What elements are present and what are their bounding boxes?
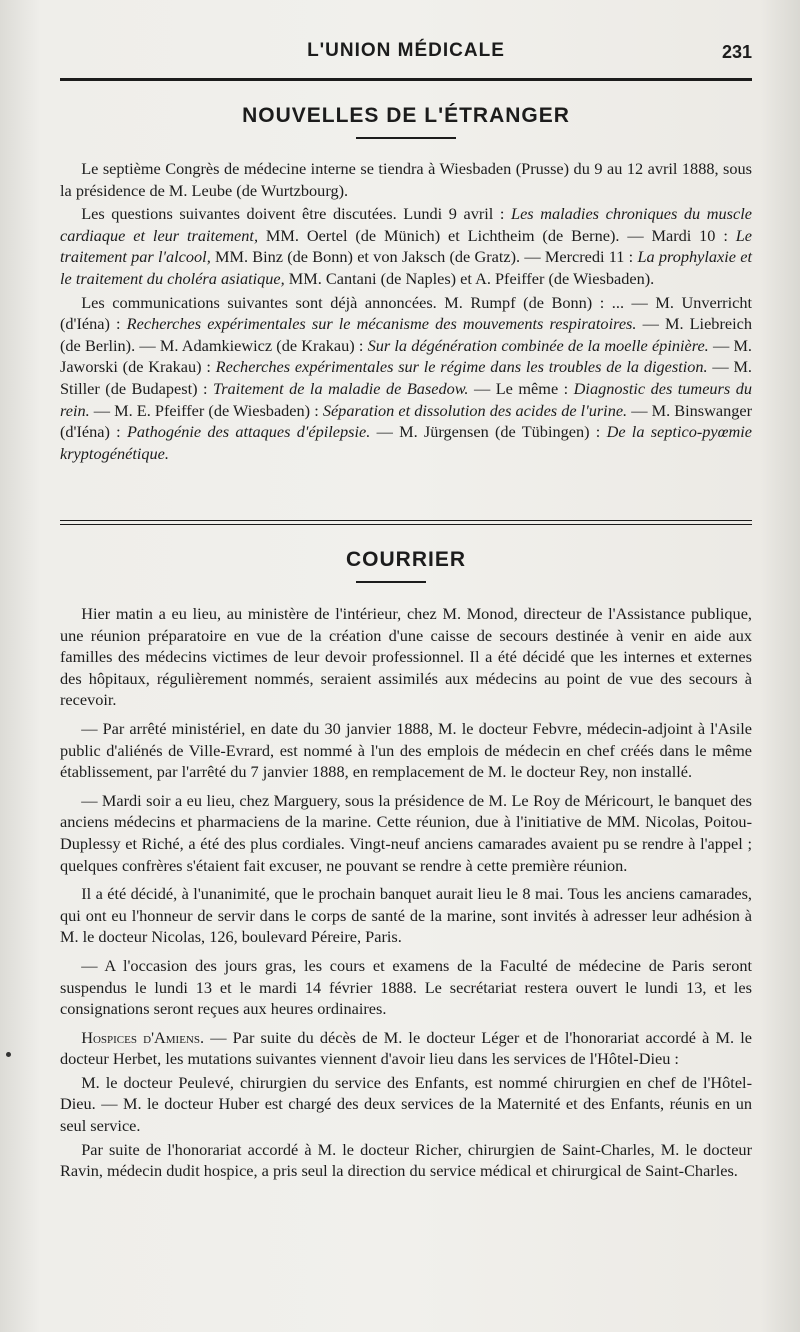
paragraph: — A l'occasion des jours gras, les cours et examens de la Faculté de médecine de Paris seront suspendus le lundi 13 et le mardi 14 février 1888. Le secrétariat restera ouvert le lundi 13, et les consignations seront reçues aux heures ordinaires.: [60, 955, 752, 1019]
paragraph: Par suite de l'honorariat accordé à M. le docteur Richer, chirurgien de Saint-Charles, M. le docteur Ravin, médecin dudit hospice, a pris seul la direction du service médical et chirurgical de Saint-Charles.: [60, 1139, 752, 1181]
paragraph: Les communications suivantes sont déjà annoncées. M. Rumpf (de Bonn) : ... — M. Unverricht (d'Iéna) : Recherches expérimentales sur le mécanisme des mouvements respiratoires. — M. Liebreich (de Berlin). — M. Adamkiewicz (de Krakau) : Sur la dégénération combinée de la moelle épinière. — M. Jaworski (de Krakau) : Recherches expérimentales sur le régime dans les troubles de la digestion. — M. Stiller (de Budapest) : Traitement de la maladie de Basedow. — Le même : Diagnostic des tumeurs du rein. — M. E. Pfeiffer (de Wiesbaden) : Séparation et dissolution des acides de l'urine. — M. Binswanger (d'Iéna) : Pathogénie des attaques d'épilepsie. — M. Jürgensen (de Tübingen) : De la septico-pyœmie kryptogénétique.: [60, 292, 753, 463]
paragraph: Le septième Congrès de médecine interne se tiendra à Wiesbaden (Prusse) du 9 au 12 avril 1888, sous la présidence de M. Leube (de Wurtzbourg).: [60, 159, 752, 200]
page-number: 231: [721, 42, 752, 62]
paragraph: Il a été décidé, à l'unanimité, que le prochain banquet aurait lieu le 8 mai. Tous les anciens camarades, qui ont eu l'honneur de servir dans le corps de santé de la marine, sont invités à adresser leur adhésion à M. le docteur Nicolas, 126, boulevard Péreire, Paris.: [60, 884, 752, 947]
paragraph: — Par arrêté ministériel, en date du 30 janvier 1888, M. le docteur Febvre, médecin-adjoint à l'Asile public d'aliénés de Ville-Evrard, est nommé à l'un des emplois de médecin en chef créés dans le même établissement, par l'arrêté du 7 janvier 1888, en remplacement de M. le docteur Rey, non installé.: [60, 718, 752, 782]
paragraph: Hier matin a eu lieu, au ministère de l'intérieur, chez M. Monod, directeur de l'Assistance publique, une réunion préparatoire en vue de la création d'une caisse de secours destinée à venir en aide aux familles des médecins victimes de leur devoir professionnel. Il a été décidé que les internes et externes des hôpitaux, régulièrement nommés, seraient assimilés aux médecins au point de vue des secours à recevoir.: [60, 604, 752, 710]
margin-mark: [6, 1052, 11, 1057]
running-head: [60, 40, 752, 70]
title-rule: [356, 137, 456, 139]
foreign-news-body: [60, 158, 752, 466]
journal-title: L'UNION MÉDICALE: [307, 40, 505, 61]
header-rule: [60, 78, 752, 81]
paragraph: M. le docteur Peulevé, chirurgien du service des Enfants, est nommé chirurgien en chef de l'Hôtel-Dieu. — M. le docteur Huber est chargé des deux services de la Maternité et des Enfants, réunis en un seul service.: [60, 1072, 752, 1136]
section-divider: [60, 520, 752, 525]
courrier-body: [60, 603, 752, 1184]
section-title-foreign-news: NOUVELLES DE L'ÉTRANGER: [242, 104, 570, 127]
title-rule: [356, 581, 426, 583]
institution-label: Hospices d'Amiens.: [81, 1027, 205, 1047]
section-title-courrier: COURRIER: [345, 548, 466, 571]
paragraph: — Mardi soir a eu lieu, chez Marguery, sous la présidence de M. Le Roy de Méricourt, le banquet des anciens médecins et pharmaciens de la marine. Cette réunion, due à l'initiative de MM. Nicolas, Poitou-Duplessy et Riché, a été des plus cordiales. Vingt-neuf anciens camarades avaient pu se rendre à l'appel ; quelques confrères s'étaient fait excuser, ne pouvant se rendre à cette première réunion.: [60, 790, 752, 875]
paragraph: Hospices d'Amiens. — Par suite du décès de M. le docteur Léger et de l'honorariat accordé à M. le docteur Herbet, les mutations suivantes viennent d'avoir lieu dans les services de l'Hôtel-Dieu :: [60, 1027, 752, 1069]
paragraph: Les questions suivantes doivent être discutées. Lundi 9 avril : Les maladies chroniques du muscle cardiaque et leur traitement, MM. Oertel (de Münich) et Lichtheim (de Berne). — Mardi 10 : Le traitement par l'alcool, MM. Binz (de Bonn) et von Jaksch (de Gratz). — Mercredi 11 : La prophylaxie et le traitement du choléra asiatique, MM. Cantani (de Naples) et A. Pfeiffer (de Wiesbaden).: [60, 204, 753, 288]
